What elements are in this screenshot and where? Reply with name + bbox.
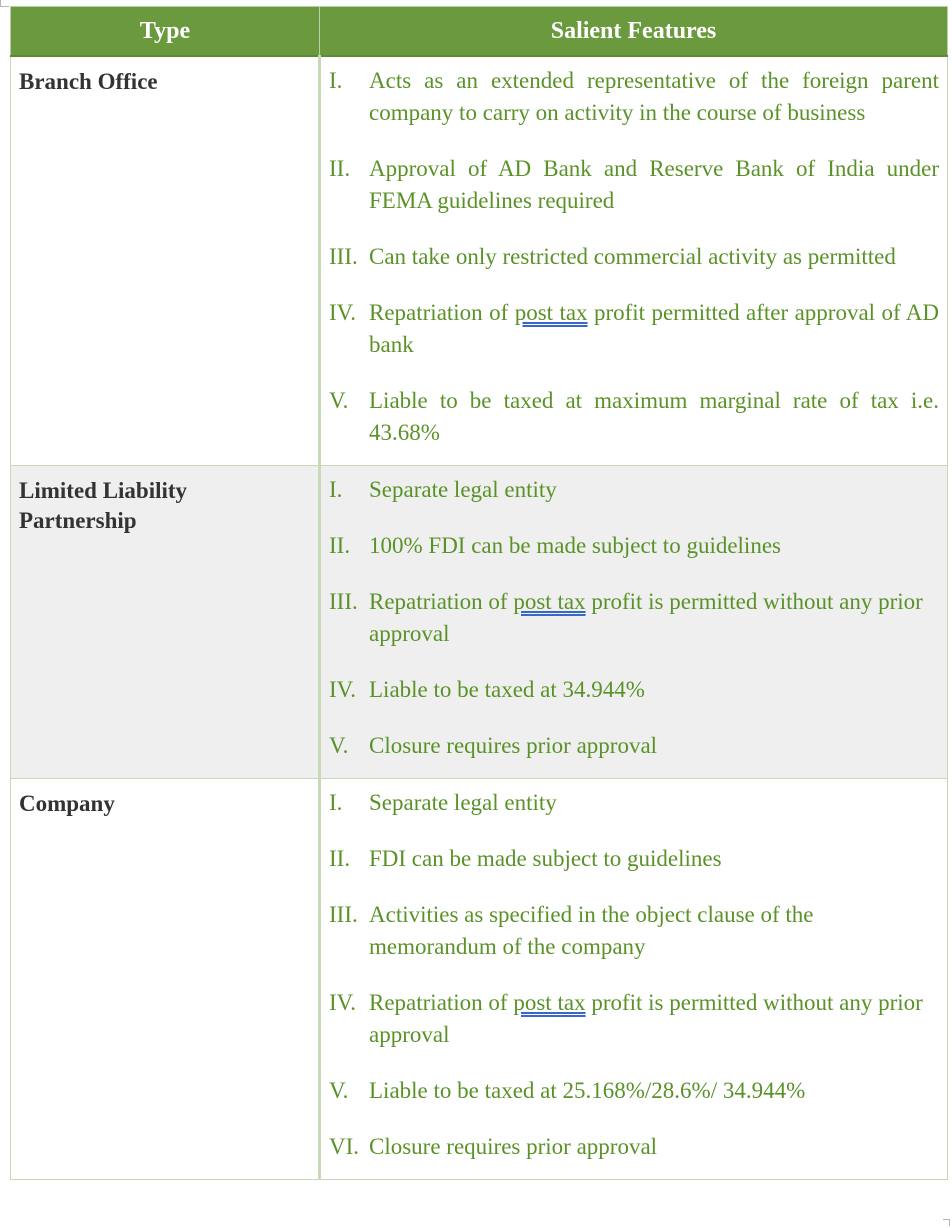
- feature-item: [329, 674, 939, 706]
- feature-number: II.: [329, 533, 351, 558]
- feature-number: I.: [329, 790, 343, 815]
- feature-text: Approval of AD Bank and Reserve Bank of India under FEMA guidelines required: [369, 156, 939, 213]
- underlined-term: post tax: [514, 300, 588, 325]
- feature-number: III.: [329, 589, 358, 614]
- feature-text: [369, 297, 939, 361]
- feature-item: [329, 1075, 939, 1107]
- feature-item: [329, 843, 939, 875]
- row-llp: [11, 466, 948, 779]
- type-llp: Limited Liability Partnership: [11, 466, 320, 779]
- feature-text: FDI can be made subject to guidelines: [369, 846, 722, 871]
- feature-text: Can take only restricted commercial activity as permitted: [369, 244, 896, 269]
- feature-text: Liable to be taxed at 25.168%/28.6%/ 34.944%: [369, 1078, 806, 1103]
- feature-text: Separate legal entity: [369, 477, 557, 502]
- feature-text: Closure requires prior approval: [369, 733, 658, 758]
- feature-item: [329, 241, 939, 273]
- feature-number: III.: [329, 902, 358, 927]
- type-branch-office: Branch Office: [11, 56, 320, 466]
- underlined-term: post tax: [513, 990, 586, 1015]
- feature-list: [329, 787, 939, 1163]
- feature-text: Separate legal entity: [369, 790, 557, 815]
- header-features: Salient Features: [320, 7, 948, 57]
- feature-text-pre: Repatriation of: [369, 990, 514, 1015]
- feature-text: Closure requires prior approval: [369, 1134, 658, 1159]
- feature-item: [329, 987, 939, 1051]
- feature-item: [329, 65, 939, 129]
- feature-text: Liable to be taxed at maximum marginal rate of tax i.e. 43.68%: [369, 388, 939, 445]
- feature-number: II.: [329, 846, 351, 871]
- feature-item: [329, 297, 939, 361]
- underlined-term: post tax: [513, 589, 586, 614]
- feature-item: [329, 153, 939, 217]
- feature-item: [329, 1131, 939, 1163]
- corner-mark: [943, 1219, 950, 1226]
- feature-item: [329, 385, 939, 449]
- feature-list: [329, 65, 939, 449]
- feature-item: [329, 787, 939, 819]
- features-llp: [320, 466, 948, 779]
- feature-text-pre: Repatriation of: [369, 300, 515, 325]
- feature-text-post: profit permitted after approval of AD bank: [369, 300, 939, 357]
- feature-text: Liable to be taxed at 34.944%: [369, 677, 645, 702]
- feature-text: Acts as an extended representative of the foreign parent company to carry on activity in the course of business: [369, 68, 939, 125]
- feature-number: VI.: [329, 1134, 360, 1159]
- feature-number: V.: [329, 1078, 349, 1103]
- feature-number: IV.: [329, 300, 357, 325]
- row-company: [11, 779, 948, 1180]
- features-company: [320, 779, 948, 1180]
- feature-item: [329, 530, 939, 562]
- feature-number: II.: [329, 156, 351, 181]
- feature-text-post: profit is permitted without any prior approval: [369, 589, 923, 646]
- feature-item: [329, 474, 939, 506]
- feature-number: III.: [329, 244, 358, 269]
- header-type: Type: [11, 7, 320, 57]
- feature-number: V.: [329, 733, 349, 758]
- feature-number: I.: [329, 68, 343, 93]
- header-row: [11, 7, 948, 57]
- row-branch-office: [11, 56, 948, 466]
- type-company: Company: [11, 779, 320, 1180]
- feature-item: [329, 730, 939, 762]
- feature-text: [369, 987, 939, 1051]
- feature-number: I.: [329, 477, 343, 502]
- feature-number: IV.: [329, 990, 357, 1015]
- feature-text: Activities as specified in the object clause of the memorandum of the company: [369, 902, 814, 959]
- salient-features-table: [10, 6, 948, 1180]
- feature-list: [329, 474, 939, 762]
- feature-text-post: profit is permitted without any prior approval: [369, 990, 923, 1047]
- corner-mark: [0, 0, 9, 7]
- feature-number: IV.: [329, 677, 357, 702]
- feature-text-pre: Repatriation of: [369, 589, 514, 614]
- features-branch-office: [320, 56, 948, 466]
- feature-item: [329, 899, 939, 963]
- feature-number: V.: [329, 388, 349, 413]
- feature-text: 100% FDI can be made subject to guidelines: [369, 533, 781, 558]
- feature-text: [369, 586, 939, 650]
- feature-item: [329, 586, 939, 650]
